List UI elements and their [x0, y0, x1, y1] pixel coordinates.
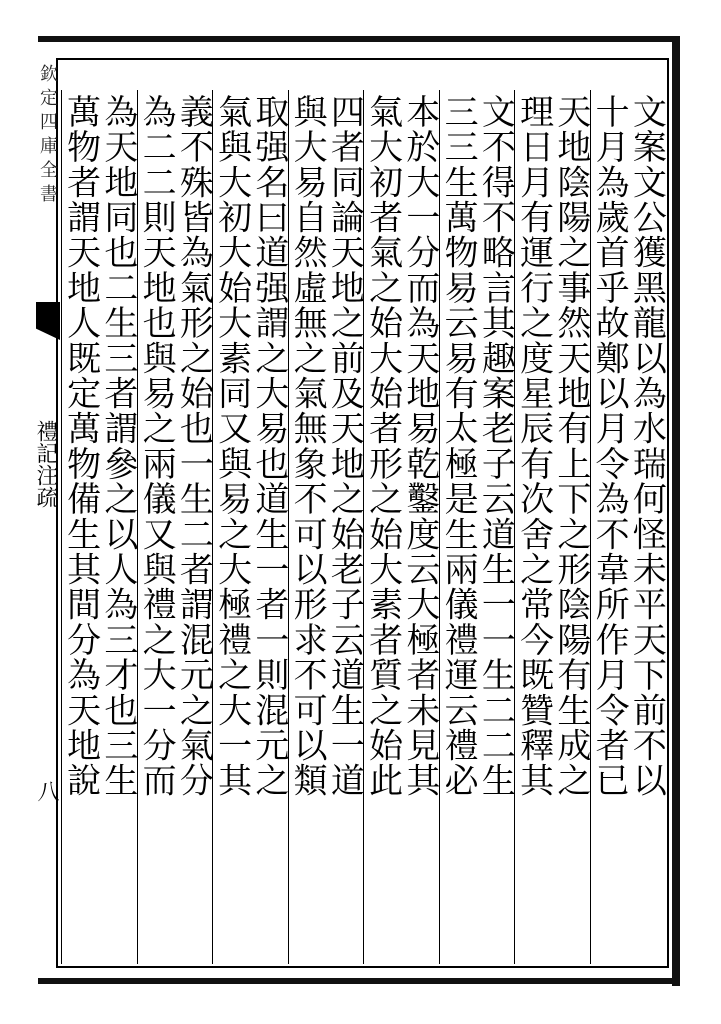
margin-book-title: 欽定四庫全書: [37, 64, 58, 208]
text-column: [439, 90, 515, 964]
column-text: 本於大一分而為天地易乾鑿度云大極者未見其: [399, 94, 440, 798]
margin-page-number: 八: [34, 780, 59, 802]
column-text: 氣大初者氣之始大始者形之始大素者質之始此: [362, 94, 403, 798]
column-text: 理日月有運行之度星辰有次舍之常今既贊釋其: [513, 94, 554, 798]
column-text: 氣與大初大始大素同又與易之大極禮之大一其: [211, 94, 252, 798]
column-text: 天地陰陽之事然天地有上下之形陰陽有生成之: [550, 94, 591, 798]
text-column: [514, 90, 590, 964]
text-column: [288, 90, 364, 964]
text-column: [212, 90, 288, 964]
page-edge-right: [672, 36, 680, 986]
page-edge-bottom: [38, 978, 680, 984]
column-text: 取强名曰道强謂之大易也道生一者一則混元之: [248, 94, 289, 798]
column-text: 文不得不略言其趣案老子云道生一一生二二生: [475, 94, 516, 798]
column-text: 十月為歲首乎故鄭以月令為不韋所作月令者已: [589, 94, 630, 798]
text-column: [590, 90, 666, 964]
column-text: 為天地同也二生三者謂參之以人為三才也三生: [97, 94, 138, 798]
fishtail-marker: [36, 302, 60, 340]
column-text: 與大易自然虛無之氣無象不可以形求不可以類: [287, 94, 328, 798]
column-text: 萬物者謂天地人既定萬物備生其間分為天地說: [60, 94, 101, 798]
text-column: [137, 90, 213, 964]
column-text: 文案文公獲黑龍以為水瑞何怪未平天下前不以: [626, 94, 667, 798]
text-column: [61, 90, 137, 964]
column-text: 為二二則天地也與易之兩儀又與禮之大一分而: [136, 94, 177, 798]
margin-section-title: 禮記注疏: [33, 420, 58, 508]
column-text: 四者同論天地之前及天地之始老子云道生一道: [324, 94, 365, 798]
column-text: 三三生萬物易云易有太極是生兩儀禮運云禮必: [438, 94, 479, 798]
column-text: 義不殊皆為氣形之始也一生二者謂混元之氣分: [173, 94, 214, 798]
text-column: [363, 90, 439, 964]
page-edge-top: [38, 36, 680, 42]
